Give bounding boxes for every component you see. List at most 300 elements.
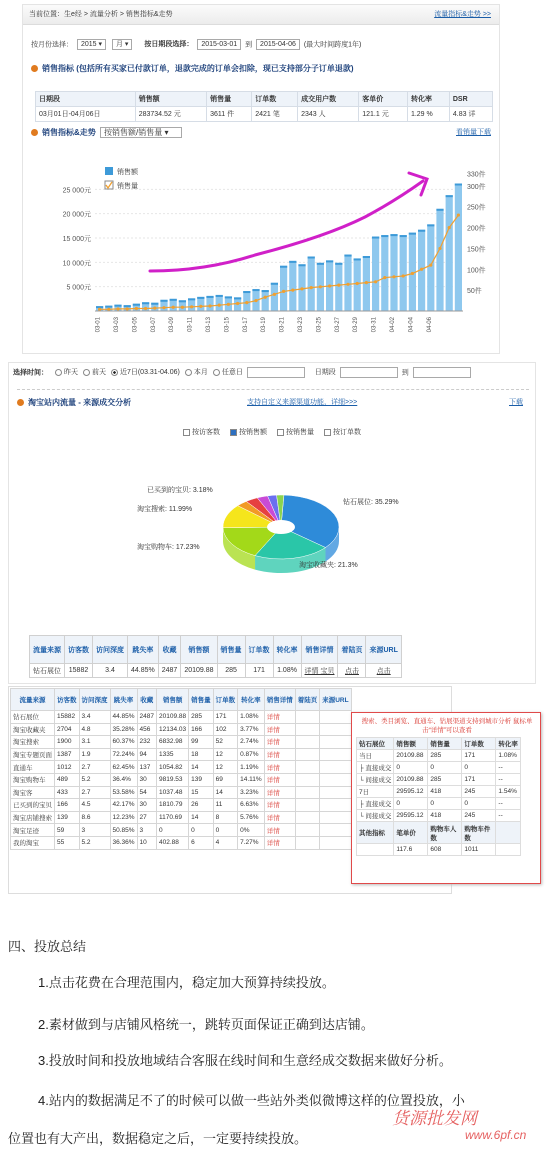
popup-other-val: 1011: [462, 844, 496, 856]
popup-cell: 20109.88: [394, 750, 428, 762]
source-analysis-title: [17, 397, 131, 408]
detail-cell: [320, 824, 351, 837]
source-header-cell[interactable]: 销售额: [181, 636, 217, 664]
sales-panel: [22, 4, 500, 354]
line-point: [374, 280, 377, 283]
detail-cell: [320, 748, 351, 761]
detail-cell: 12134.03: [157, 723, 189, 736]
detail-cell: 5.2: [79, 836, 110, 849]
detail-cell: 36.4%: [110, 773, 137, 786]
popup-cell: ├ 直接成交: [357, 798, 394, 810]
source-header-cell[interactable]: 着陆页: [338, 636, 366, 664]
bar-cap: [436, 209, 443, 211]
source-value-cell: 3.4: [93, 664, 128, 678]
x-tick-label: 03-11: [187, 317, 194, 332]
popup-cell: 29595.12: [394, 810, 428, 822]
view-option-checkbox[interactable]: [324, 429, 331, 436]
line-point: [310, 286, 313, 289]
detail-cell: 30: [137, 773, 156, 786]
popup-cell: --: [496, 798, 521, 810]
detail-link[interactable]: 详情: [264, 748, 295, 761]
summary-value-cell: 03月01日-04月06日: [36, 107, 136, 122]
line-point: [116, 307, 119, 310]
pie-label: 淘宝购物车: 17.23%: [137, 544, 200, 551]
detail-cell: 3: [79, 824, 110, 837]
x-tick-label: 03-09: [169, 317, 176, 333]
detail-cell: 淘宝客: [11, 786, 55, 799]
bar-cap: [400, 235, 407, 237]
x-tick-label: 03-05: [132, 317, 139, 333]
detail-cell: 7.27%: [238, 836, 265, 849]
popup-other-val: 117.6: [394, 844, 428, 856]
traffic-trend-link[interactable]: 流量指标&走势 >>: [434, 11, 491, 18]
bar-cap: [124, 305, 131, 307]
detail-header-cell[interactable]: 销售额: [157, 689, 189, 711]
bar: [446, 195, 453, 311]
bar-cap: [298, 264, 305, 266]
bar-cap: [372, 237, 379, 239]
detail-cell: [295, 824, 320, 837]
bar-cap: [363, 256, 370, 258]
popup-cell: 0: [462, 798, 496, 810]
summary-item-3: 3.投放时间和投放地域结合客服在线时间和生意经成交数据来做好分析。: [38, 1053, 452, 1068]
detail-cell: 12.23%: [110, 811, 137, 824]
table-row: [11, 773, 352, 786]
popup-row: [357, 798, 521, 810]
bar-cap: [216, 295, 223, 297]
bar-cap: [133, 304, 140, 306]
radio-button[interactable]: [185, 369, 192, 376]
detail-header-cell[interactable]: 跳失率: [110, 689, 137, 711]
detail-cell: [320, 773, 351, 786]
popup-table: [356, 737, 521, 856]
pie-label: 淘宝搜索: 11.99%: [137, 506, 193, 513]
detail-cell: 456: [137, 723, 156, 736]
detail-link[interactable]: 详情: [264, 723, 295, 736]
bar: [335, 263, 342, 311]
table-row: [11, 799, 352, 812]
month-select[interactable]: 月 ▾: [112, 39, 132, 50]
bar: [262, 290, 269, 311]
year-select[interactable]: 2015 ▾: [77, 39, 106, 50]
bar-cap: [160, 300, 167, 302]
detail-cell: 3: [137, 824, 156, 837]
sales-title-text: 销售指标 (包括所有买家已付款订单，退款完成的订单会扣除，现已支持部分子订单退款): [42, 64, 354, 73]
detail-header-cell[interactable]: 着陆页: [295, 689, 320, 711]
source-header-cell[interactable]: 流量来源: [30, 636, 65, 664]
line-point: [429, 264, 432, 267]
detail-link[interactable]: 详情: [264, 824, 295, 837]
pie-label: 已买到的宝贝: 3.18%: [147, 487, 213, 494]
radio-label: 昨天: [63, 369, 78, 377]
detail-header-cell[interactable]: 访客数: [55, 689, 80, 711]
any-date-input[interactable]: [247, 367, 305, 378]
line-point: [245, 301, 248, 304]
source-value-cell: 20109.88: [181, 664, 217, 678]
detail-cell: 166: [55, 799, 80, 812]
detail-link[interactable]: 详情: [264, 761, 295, 774]
date-from-input[interactable]: 2015-03-01: [197, 39, 241, 50]
y2-tick-label: 250件: [467, 204, 486, 212]
bar: [455, 183, 462, 311]
source-title-text: 淘宝站内流量 - 来源成交分析: [28, 398, 132, 407]
x-tick-label: 03-15: [224, 317, 231, 333]
detail-link[interactable]: 详情: [264, 836, 295, 849]
popup-header-cell: 转化率: [496, 738, 521, 750]
source-header-cell[interactable]: 跳失率: [128, 636, 159, 664]
line-point: [438, 247, 441, 250]
line-point: [254, 299, 257, 302]
bar-cap: [262, 290, 269, 292]
month-value: 月: [115, 41, 123, 48]
line-point: [328, 284, 331, 287]
bullet-icon: [31, 65, 38, 72]
y-tick-label: 10 000元: [62, 260, 91, 268]
bar-cap: [335, 263, 342, 265]
summary-value-cell: 4.83 详: [449, 107, 492, 122]
line-point: [98, 308, 101, 311]
detail-cell: 30: [137, 799, 156, 812]
detail-cell: [295, 773, 320, 786]
bar-cap: [427, 224, 434, 226]
summary-header-cell: 客单价: [359, 92, 408, 107]
summary-item-4: 4.站内的数据满足不了的时候可以做一些站外类似微博这样的位置投放，小: [38, 1093, 465, 1108]
pie-label: 淘宝收藏夹: 21.3%: [299, 562, 358, 569]
line-point: [337, 284, 340, 287]
popup-cell: [496, 844, 521, 856]
bar-cap: [317, 263, 324, 265]
download-link[interactable]: 下载: [509, 399, 523, 406]
x-tick-label: 03-07: [150, 317, 157, 333]
popup-cell: 171: [462, 750, 496, 762]
popup-cell: 418: [428, 810, 462, 822]
detail-link[interactable]: 详情: [264, 711, 295, 724]
detail-cell: 3.4: [79, 711, 110, 724]
range-from-input[interactable]: [340, 367, 398, 378]
detail-cell: 淘宝足迹: [11, 824, 55, 837]
detail-cell: 35.28%: [110, 723, 137, 736]
summary-header-cell: DSR: [449, 92, 492, 107]
bar-cap: [197, 297, 204, 299]
popup-cell: └ 间接成交: [357, 810, 394, 822]
source-header-cell[interactable]: 访问深度: [93, 636, 128, 664]
popup-cell: --: [496, 762, 521, 774]
popup-cell: --: [496, 774, 521, 786]
detail-cell: [295, 761, 320, 774]
popup-cell: └ 间接成交: [357, 774, 394, 786]
detail-header-cell[interactable]: 访问深度: [79, 689, 110, 711]
watermark-url: www.6pf.cn: [465, 1128, 527, 1142]
detail-cell: 6.63%: [238, 799, 265, 812]
line-point: [227, 303, 230, 306]
detail-cell: 1900: [55, 736, 80, 749]
detail-cell: 3.77%: [238, 723, 265, 736]
sales-indicator-title: [31, 63, 354, 74]
popup-other-val: 608: [428, 844, 462, 856]
popup-row: [357, 774, 521, 786]
source-header-cell[interactable]: 访客数: [65, 636, 93, 664]
trend-download-link[interactable]: 看销量下载: [456, 129, 491, 136]
detail-cell: 6: [189, 836, 214, 849]
line-point: [402, 274, 405, 277]
x-tick-label: 04-04: [408, 317, 415, 333]
popup-other-col: 购物车件数: [462, 822, 496, 844]
bar: [436, 209, 443, 311]
view-option-checkbox[interactable]: [183, 429, 190, 436]
line-point: [448, 226, 451, 229]
x-tick-label: 03-21: [279, 317, 286, 333]
popup-cell: --: [496, 810, 521, 822]
detail-cell: 3.1: [79, 736, 110, 749]
detail-cell: 62.45%: [110, 761, 137, 774]
x-tick-label: 03-01: [95, 317, 102, 333]
source-header-cell[interactable]: 转化率: [273, 636, 301, 664]
source-detail-table: [10, 688, 352, 850]
line-point: [181, 306, 184, 309]
radio-button[interactable]: [55, 369, 62, 376]
summary-value-cell: 1.29 %: [407, 107, 449, 122]
detail-header-cell[interactable]: 销售量: [189, 689, 214, 711]
line-point: [291, 289, 294, 292]
detail-cell: 137: [137, 761, 156, 774]
detail-cell: 2.7: [79, 761, 110, 774]
detail-link[interactable]: 详情: [264, 773, 295, 786]
sales-trend-chart: [35, 145, 493, 353]
bar: [280, 266, 287, 311]
y2-tick-label: 330件: [467, 171, 486, 179]
popup-cell: 245: [462, 786, 496, 798]
time-filter: [13, 367, 473, 378]
detail-cell: 11: [213, 799, 238, 812]
popup-cell: 1.54%: [496, 786, 521, 798]
summary-header-cell: 日期段: [36, 92, 136, 107]
view-option-label: 按访客数: [192, 429, 220, 436]
x-tick-label: 03-27: [334, 317, 341, 333]
popup-cell: 1.08%: [496, 750, 521, 762]
source-value-cell: 钻石展位: [30, 664, 65, 678]
source-action-cell[interactable]: 点击: [338, 664, 366, 678]
line-point: [411, 272, 414, 275]
popup-tip: 搜索、类目浏览、直通车、钻展渠道支持到城市分析 鼠标单击“详情”可以查看: [361, 718, 533, 734]
table-row: [11, 824, 352, 837]
popup-cell: 418: [428, 786, 462, 798]
radio-label: 本月: [193, 369, 208, 377]
table-row: [11, 736, 352, 749]
detail-cell: 1.9: [79, 748, 110, 761]
bar-cap: [390, 234, 397, 236]
bar-cap: [271, 283, 278, 285]
detail-cell: 6832.98: [157, 736, 189, 749]
legend-label: 销售量: [117, 183, 138, 190]
source-action-cell[interactable]: 点击: [366, 664, 401, 678]
source-value-cell: 44.85%: [128, 664, 159, 678]
detail-header-cell[interactable]: 销售详情: [264, 689, 295, 711]
detail-popup: [351, 712, 541, 884]
view-option-checkbox[interactable]: [230, 429, 237, 436]
summary-header-cell: 成交用户数: [298, 92, 359, 107]
summary-header-cell: 销售量: [207, 92, 252, 107]
x-tick-label: 03-25: [316, 317, 323, 333]
detail-cell: 5.2: [79, 773, 110, 786]
popup-header-cell: 订单数: [462, 738, 496, 750]
trend-select[interactable]: 按销售额/销售量 ▾: [100, 127, 182, 138]
detail-cell: 0: [189, 824, 214, 837]
detail-cell: 我的淘宝: [11, 836, 55, 849]
line-point: [383, 276, 386, 279]
line-point: [300, 287, 303, 290]
x-tick-label: 03-31: [371, 317, 378, 333]
y-tick-label: 15 000元: [62, 236, 91, 243]
legend-checkbox[interactable]: [105, 167, 113, 175]
source-header-cell[interactable]: 销售详情: [301, 636, 338, 664]
radio-button[interactable]: [111, 369, 118, 376]
bar: [197, 297, 204, 311]
bar: [206, 296, 213, 311]
x-tick-label: 03-23: [298, 317, 304, 333]
detail-cell: 52: [213, 736, 238, 749]
detail-cell: 99: [189, 736, 214, 749]
popup-other-values: [357, 844, 521, 856]
date-to-input[interactable]: 2015-04-06: [256, 39, 300, 50]
custom-source-link[interactable]: 支持自定义来源渠道功能，详细>>>: [247, 399, 358, 406]
trend-select-value: 按销售额/销售量: [104, 128, 163, 138]
detail-cell: 1335: [157, 748, 189, 761]
bar-cap: [170, 299, 177, 301]
popup-row: [357, 750, 521, 762]
popup-row: [357, 762, 521, 774]
line-point: [107, 308, 110, 311]
bar-cap: [234, 297, 241, 299]
source-header-cell[interactable]: 来源URL: [366, 636, 401, 664]
detail-header-cell[interactable]: 流量来源: [11, 689, 55, 711]
detail-cell: 0%: [238, 824, 265, 837]
detail-header-cell[interactable]: 收藏: [137, 689, 156, 711]
detail-link[interactable]: 详情: [264, 811, 295, 824]
detail-cell: 2704: [55, 723, 80, 736]
line-point: [264, 296, 267, 299]
x-tick-label: 03-17: [242, 317, 249, 333]
view-options: [179, 427, 367, 437]
detail-cell: 42.17%: [110, 799, 137, 812]
detail-cell: 53.58%: [110, 786, 137, 799]
popup-row: [357, 786, 521, 798]
summary-header-cell: 转化率: [407, 92, 449, 107]
bar: [372, 237, 379, 311]
radio-button[interactable]: [83, 369, 90, 376]
detail-cell: 166: [189, 723, 214, 736]
summary-heading: 四、投放总结: [8, 939, 87, 954]
popup-header-cell: 销售量: [428, 738, 462, 750]
detail-cell: 72.24%: [110, 748, 137, 761]
detail-link[interactable]: 详情: [264, 736, 295, 749]
source-value-cell: 171: [245, 664, 273, 678]
detail-link[interactable]: 详情: [264, 799, 295, 812]
detail-cell: 4.8: [79, 723, 110, 736]
detail-header-cell[interactable]: 转化率: [238, 689, 265, 711]
detail-cell: 27: [137, 811, 156, 824]
popup-header-cell: 钻石展位: [357, 738, 394, 750]
detail-cell: [320, 711, 351, 724]
legend-label: 销售额: [117, 169, 138, 176]
table-row: [11, 748, 352, 761]
source-action-cell[interactable]: 详情 宝贝: [301, 664, 338, 678]
bar-cap: [243, 291, 250, 293]
detail-cell: 59: [55, 824, 80, 837]
y2-tick-label: 200件: [467, 225, 486, 233]
detail-cell: 14: [189, 811, 214, 824]
popup-cell: 285: [428, 750, 462, 762]
detail-cell: [320, 836, 351, 849]
detail-cell: 淘宝店铺搜索: [11, 811, 55, 824]
source-header-cell[interactable]: 订单数: [245, 636, 273, 664]
detail-cell: 232: [137, 736, 156, 749]
date-filter: [31, 39, 361, 50]
detail-cell: 15: [189, 786, 214, 799]
line-point: [273, 293, 276, 296]
detail-cell: 18: [189, 748, 214, 761]
detail-cell: 1170.69: [157, 811, 189, 824]
detail-cell: 15882: [55, 711, 80, 724]
detail-cell: 102: [213, 723, 238, 736]
detail-cell: 171: [213, 711, 238, 724]
view-option-checkbox[interactable]: [277, 429, 284, 436]
detail-cell: [320, 786, 351, 799]
bar: [308, 256, 315, 311]
line-point: [153, 306, 156, 309]
detail-cell: [295, 786, 320, 799]
bar-cap: [105, 306, 112, 308]
bar: [390, 234, 397, 311]
popup-cell: 245: [462, 810, 496, 822]
detail-cell: 1.19%: [238, 761, 265, 774]
summary-value-cell: 121.1 元: [359, 107, 408, 122]
detail-cell: [295, 799, 320, 812]
detail-cell: [320, 723, 351, 736]
detail-header-row: [11, 689, 352, 711]
radio-label: 前天: [91, 369, 106, 377]
detail-header-cell[interactable]: 订单数: [213, 689, 238, 711]
bar-cap: [179, 300, 186, 302]
bullet-icon: [31, 129, 38, 136]
detail-cell: [320, 811, 351, 824]
source-header-cell[interactable]: 销售量: [217, 636, 245, 664]
radio-button[interactable]: [213, 369, 220, 376]
detail-link[interactable]: 详情: [264, 786, 295, 799]
summary-item-1: 1.点击花费在合理范围内，稳定加大预算持续投放。: [38, 975, 335, 990]
source-header-cell[interactable]: 收藏: [158, 636, 181, 664]
to-label: 到: [245, 41, 253, 49]
detail-cell: 8.6: [79, 811, 110, 824]
bar: [216, 295, 223, 311]
detail-cell: 139: [55, 811, 80, 824]
x-tick-label: 04-06: [426, 317, 433, 333]
bar-cap: [289, 261, 296, 263]
line-point: [420, 268, 423, 271]
breadcrumb-text: 当前位置：生e经 > 流量分析 > 销售指标&走势: [29, 11, 173, 18]
detail-header-cell[interactable]: 来源URL: [320, 689, 351, 711]
popup-cell: 171: [462, 774, 496, 786]
radio-label: 近7日(03.31-04.06): [119, 369, 180, 377]
table-row: [11, 761, 352, 774]
detail-cell: 0: [157, 824, 189, 837]
summary-item-4-cont: 位置也有大产出，数据稳定之后，一定要持续投放。: [8, 1131, 308, 1146]
detail-cell: 钻石展位: [11, 711, 55, 724]
range-to-input[interactable]: [413, 367, 471, 378]
line-point: [236, 302, 239, 305]
detail-cell: 14.11%: [238, 773, 265, 786]
popup-cell: 20109.88: [394, 774, 428, 786]
popup-other-col: 笔单价: [394, 822, 428, 844]
